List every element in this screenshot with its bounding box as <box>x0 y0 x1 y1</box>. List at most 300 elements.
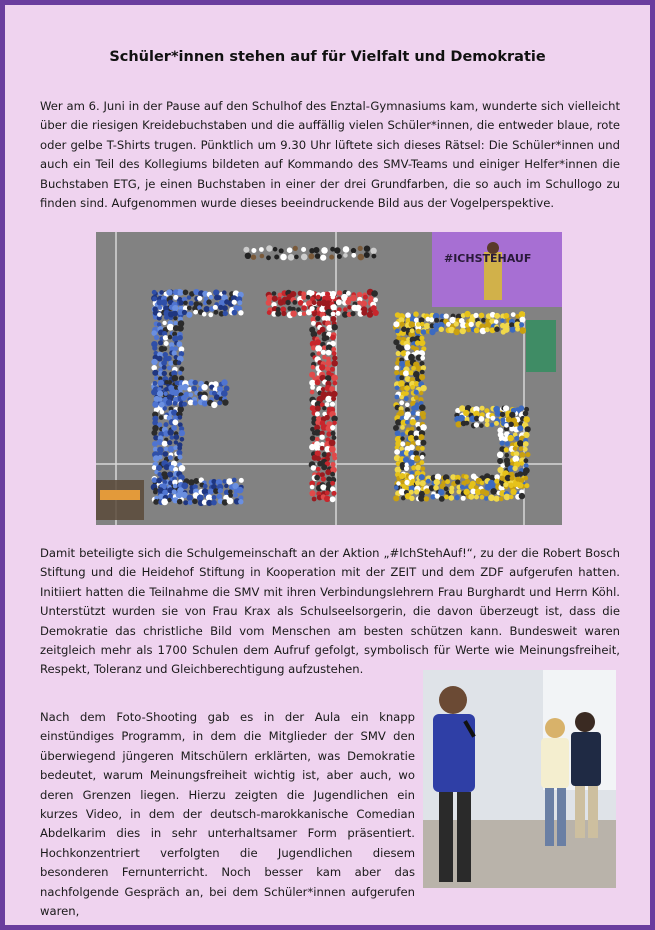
person-dot <box>158 305 163 310</box>
person-dot <box>399 473 405 479</box>
person-dot <box>350 295 357 302</box>
person-dot <box>460 485 465 490</box>
person-dot <box>398 410 404 416</box>
person-dot <box>301 247 306 252</box>
person-dot <box>350 311 355 316</box>
person-dot <box>410 328 415 333</box>
person-dot <box>372 254 377 259</box>
person-dot <box>173 316 177 320</box>
person-dot <box>238 310 243 315</box>
person-dot <box>152 381 157 386</box>
person-dot <box>331 431 336 436</box>
person-dot <box>420 370 425 375</box>
person-dot <box>453 329 460 336</box>
person-dot <box>510 489 516 495</box>
person-dot <box>499 497 504 502</box>
aula-speakers-image <box>423 670 616 888</box>
person-dot <box>474 422 479 427</box>
person-dot <box>319 364 325 370</box>
person-dot <box>161 299 168 306</box>
person-dot <box>325 402 330 407</box>
person-dot <box>170 435 175 440</box>
person-dot <box>332 360 338 366</box>
person-dot <box>157 391 163 397</box>
person-dot <box>168 335 173 340</box>
person-dot <box>400 395 404 399</box>
person-dot <box>479 313 485 319</box>
person-dot <box>163 335 168 340</box>
person-dot <box>203 484 208 489</box>
person-dot <box>167 498 171 502</box>
person-dot <box>183 500 188 505</box>
person-dot <box>292 300 297 305</box>
person-dot <box>191 386 197 392</box>
person-dot <box>405 420 409 424</box>
person-dot <box>287 247 293 253</box>
person-dot <box>189 301 194 306</box>
person-dot <box>330 425 335 430</box>
person-dot <box>519 446 524 451</box>
person-dot <box>167 324 174 331</box>
person-dot <box>232 478 237 483</box>
person-dot <box>504 313 510 319</box>
person-dot <box>172 419 178 425</box>
person-dot <box>415 480 420 485</box>
person-dot <box>479 416 485 422</box>
person-dot <box>408 435 415 442</box>
person-dot <box>159 415 164 420</box>
person-dot <box>162 346 167 351</box>
person-dot <box>178 455 183 460</box>
person-dot <box>409 370 414 375</box>
person-dot <box>152 290 157 295</box>
person-dot <box>272 291 277 296</box>
person-dot <box>405 312 411 318</box>
person-dot <box>158 380 164 386</box>
person-dot <box>456 421 462 427</box>
person-dot <box>208 312 213 317</box>
person-dot <box>473 313 478 318</box>
person-dot <box>399 361 405 367</box>
person-dot <box>324 496 330 502</box>
person-dot <box>273 247 278 252</box>
person-dot <box>221 390 228 397</box>
person-dot <box>321 395 326 400</box>
person-dot <box>364 246 370 252</box>
person-dot <box>479 423 484 428</box>
person-dot <box>410 427 414 431</box>
person-dot <box>316 295 321 300</box>
person-dot <box>449 495 455 501</box>
person-dot <box>444 495 449 500</box>
person-dot <box>400 425 405 430</box>
person-dot <box>404 391 409 396</box>
person-dot <box>395 430 401 436</box>
person-dot <box>465 479 470 484</box>
person-dot <box>332 324 338 330</box>
person-dot <box>151 389 157 395</box>
person-dot <box>474 495 479 500</box>
person-dot <box>494 313 500 319</box>
article-title: Schüler*innen stehen auf für Vielfalt und Demokratie <box>109 49 546 65</box>
person-dot <box>454 495 459 500</box>
person-dot <box>361 310 367 316</box>
person-dot <box>331 312 336 317</box>
person-dot <box>512 466 517 471</box>
person-dot <box>197 305 202 310</box>
person-dot <box>490 488 497 495</box>
person-dot <box>315 339 321 345</box>
person-dot <box>187 306 192 311</box>
person-dot <box>172 375 179 382</box>
person-dot <box>306 295 311 300</box>
person-dot <box>310 436 316 442</box>
person-dot <box>330 316 336 322</box>
person-dot <box>332 435 337 440</box>
person-dot <box>193 310 198 315</box>
person-dot <box>325 490 330 495</box>
person-dot <box>310 405 316 411</box>
person-dot <box>217 494 223 500</box>
person-dot <box>416 426 421 431</box>
person-dot <box>337 254 342 259</box>
person-dot <box>484 496 488 500</box>
person-dot <box>503 326 510 333</box>
person-dot <box>525 426 531 432</box>
person-dot <box>320 255 326 261</box>
person-dot <box>330 496 336 502</box>
person-dot <box>204 306 210 312</box>
person-dot <box>474 327 480 333</box>
person-dot <box>512 456 519 463</box>
person-dot <box>157 312 162 317</box>
person-dot <box>434 479 440 485</box>
person-dot <box>524 458 529 463</box>
person-dot <box>317 330 322 335</box>
person-dot <box>406 328 410 332</box>
person-dot <box>285 300 290 305</box>
person-dot <box>358 246 363 251</box>
person-dot <box>192 499 198 505</box>
person-dot <box>404 396 409 401</box>
person-dot <box>160 410 165 415</box>
person-dot <box>434 318 439 323</box>
person-dot <box>280 254 287 261</box>
person-dot <box>420 385 426 391</box>
person-dot <box>331 391 337 397</box>
person-dot <box>217 401 222 406</box>
person-dot <box>420 356 425 361</box>
person-dot <box>400 442 405 447</box>
person-dot <box>454 321 459 326</box>
person-dot <box>173 346 178 351</box>
person-dot <box>153 499 159 505</box>
person-dot <box>420 455 425 460</box>
person-dot <box>494 326 500 332</box>
person-dot <box>483 490 489 496</box>
person-dot <box>330 367 335 372</box>
person-dot <box>193 478 199 484</box>
person-dot <box>175 381 180 386</box>
person-dot <box>509 495 513 499</box>
person-dot <box>222 305 228 311</box>
person-dot <box>393 321 399 327</box>
person-dot <box>315 345 322 352</box>
person-dot <box>416 446 421 451</box>
person-dot <box>152 296 157 301</box>
person-dot <box>316 456 321 461</box>
person-dot <box>166 356 172 362</box>
person-dot <box>396 351 401 356</box>
person-dot <box>414 318 419 323</box>
person-dot <box>310 385 315 390</box>
person-dot <box>206 299 211 304</box>
person-dot <box>152 465 157 470</box>
person-dot <box>469 322 474 327</box>
person-dot <box>343 307 348 312</box>
person-dot <box>445 479 450 484</box>
person-dot <box>329 446 336 453</box>
person-dot <box>485 327 490 332</box>
person-dot <box>309 490 315 496</box>
person-dot <box>515 436 520 441</box>
person-dot <box>411 479 416 484</box>
person-dot <box>336 311 341 316</box>
person-dot <box>360 300 367 307</box>
person-dot <box>480 406 485 411</box>
person-dot <box>505 441 510 446</box>
person-dot <box>222 399 228 405</box>
person-dot <box>519 452 525 458</box>
person-dot <box>311 465 317 471</box>
person-dot <box>183 290 189 296</box>
person-dot <box>399 400 404 405</box>
person-dot <box>182 402 187 407</box>
person-dot <box>151 365 157 371</box>
person-dot <box>500 318 504 322</box>
person-dot <box>213 289 219 295</box>
person-dot <box>312 300 317 305</box>
aerial-etg-image <box>96 232 562 525</box>
person-dot <box>334 247 340 253</box>
person-dot <box>188 500 193 505</box>
person-dot <box>162 474 168 480</box>
person-dot <box>310 390 315 395</box>
person-dot <box>485 418 490 423</box>
person-dot <box>315 380 321 386</box>
person-dot <box>177 325 184 332</box>
person-dot <box>168 429 174 435</box>
person-dot <box>320 446 325 451</box>
person-dot <box>209 295 214 300</box>
person-dot <box>333 381 338 386</box>
person-dot <box>466 327 471 332</box>
person-dot <box>226 478 233 485</box>
person-dot <box>358 254 365 261</box>
person-dot <box>400 436 404 440</box>
person-dot <box>301 305 307 311</box>
person-dot <box>314 445 320 451</box>
person-dot <box>173 445 178 450</box>
person-dot <box>326 360 332 366</box>
person-dot <box>153 447 158 452</box>
person-dot <box>415 416 420 421</box>
person-dot <box>424 488 430 494</box>
person-dot <box>181 395 187 401</box>
person-dot <box>434 327 439 332</box>
person-dot <box>363 295 368 300</box>
person-dot <box>281 311 286 316</box>
person-dot <box>162 321 166 325</box>
person-dot <box>166 289 172 295</box>
person-dot <box>325 336 330 341</box>
person-dot <box>288 254 295 261</box>
person-dot <box>308 253 314 259</box>
person-dot <box>267 310 272 315</box>
person-dot <box>405 403 410 408</box>
person-dot <box>504 423 509 428</box>
person-dot <box>414 489 419 494</box>
person-dot <box>343 253 348 258</box>
person-dot <box>321 350 326 355</box>
person-dot <box>370 248 376 254</box>
person-dot <box>302 311 307 316</box>
person-dot <box>399 375 404 380</box>
person-dot <box>480 495 485 500</box>
aerial-etg-photo <box>96 232 562 525</box>
person-dot <box>151 430 157 436</box>
person-dot <box>168 380 173 385</box>
person-dot <box>508 435 514 441</box>
person-dot <box>174 434 180 440</box>
person-dot <box>266 300 272 306</box>
person-dot <box>419 391 423 395</box>
person-dot <box>510 476 515 481</box>
person-dot <box>245 253 251 259</box>
person-dot <box>505 453 510 458</box>
person-dot <box>212 495 217 500</box>
person-dot <box>330 335 336 341</box>
person-dot <box>218 488 223 493</box>
person-dot <box>213 305 218 310</box>
person-dot <box>439 496 445 502</box>
person-dot <box>393 425 399 431</box>
person-dot <box>158 340 163 345</box>
person-dot <box>331 396 336 401</box>
person-dot <box>317 351 321 355</box>
person-dot <box>159 290 164 295</box>
person-dot <box>180 437 185 442</box>
person-dot <box>520 327 527 334</box>
person-dot <box>337 290 342 295</box>
person-dot <box>409 496 414 501</box>
person-dot <box>413 311 419 317</box>
person-dot <box>164 341 169 346</box>
person-dot <box>331 295 336 300</box>
person-dot <box>164 422 169 427</box>
person-dot <box>186 312 192 318</box>
person-dot <box>239 478 244 483</box>
person-dot <box>152 401 158 407</box>
person-dot <box>394 370 399 375</box>
person-dot <box>398 380 405 387</box>
person-dot <box>509 322 514 327</box>
person-dot <box>401 326 407 332</box>
person-dot <box>343 246 350 253</box>
person-dot <box>311 321 316 326</box>
person-dot <box>279 248 284 253</box>
person-dot <box>320 484 326 490</box>
person-dot <box>404 480 409 485</box>
person-dot <box>189 393 194 398</box>
person-dot <box>522 471 527 476</box>
person-dot <box>325 366 330 371</box>
person-dot <box>321 464 327 470</box>
person-dot <box>272 296 278 302</box>
person-dot <box>164 464 170 470</box>
person-dot <box>468 494 474 500</box>
person-dot <box>408 460 414 466</box>
person-dot <box>409 321 415 327</box>
person-dot <box>290 311 296 317</box>
person-dot <box>151 359 157 365</box>
person-dot <box>310 306 315 311</box>
person-dot <box>178 335 183 340</box>
person-dot <box>167 394 173 400</box>
hashtag-logo-stripe <box>100 490 140 500</box>
person-dot <box>396 481 400 485</box>
person-dot <box>513 446 518 451</box>
person-dot <box>420 440 426 446</box>
person-dot <box>439 327 444 332</box>
person-dot <box>237 300 242 305</box>
person-dot <box>500 476 505 481</box>
person-dot <box>331 375 338 382</box>
person-dot <box>193 400 198 405</box>
person-dot <box>463 489 470 496</box>
person-dot <box>311 365 316 370</box>
person-dot <box>420 480 426 486</box>
person-dot <box>221 379 227 385</box>
person-dot <box>162 365 167 370</box>
person-dot <box>444 486 449 491</box>
person-dot <box>154 335 159 340</box>
person-dot <box>172 305 178 311</box>
person-dot <box>197 296 202 301</box>
person-dot <box>187 495 193 501</box>
person-dot <box>395 329 400 334</box>
person-dot <box>500 412 505 417</box>
person-dot <box>523 441 529 447</box>
person-dot <box>321 387 326 392</box>
person-dot <box>420 460 425 465</box>
person-dot <box>202 312 207 317</box>
person-dot <box>523 411 529 417</box>
person-dot <box>217 295 222 300</box>
person-dot <box>168 455 173 460</box>
person-dot <box>455 479 460 484</box>
person-dot <box>330 402 335 407</box>
person-dot <box>322 355 326 359</box>
person-dot <box>424 496 429 501</box>
person-dot <box>178 415 183 420</box>
person-dot <box>526 452 531 457</box>
person-dot <box>520 317 526 323</box>
person-dot <box>494 421 499 426</box>
person-dot <box>449 489 454 494</box>
person-dot <box>177 499 183 505</box>
person-dot <box>293 246 298 251</box>
